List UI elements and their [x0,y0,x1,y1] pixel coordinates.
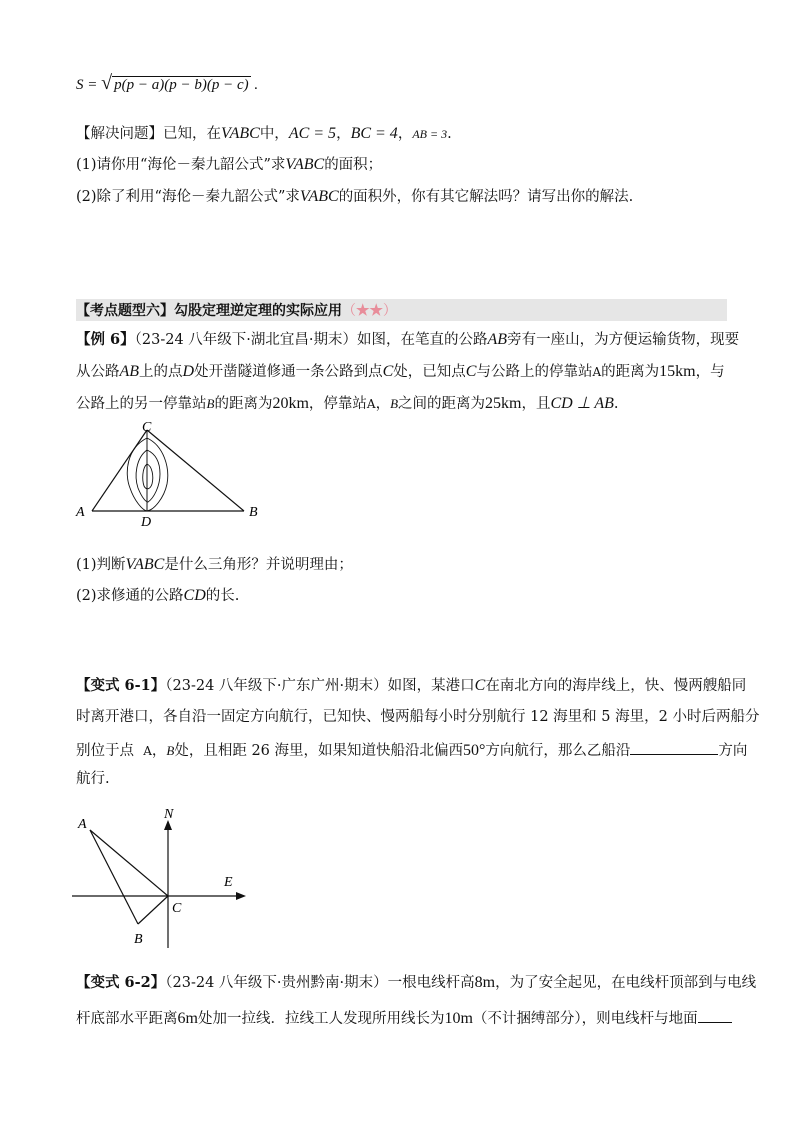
math: 8m [474,974,496,991]
math: AB [487,331,508,348]
section-title: 【考点题型六】勾股定理逆定理的实际应用 [76,303,342,319]
point-c-label: C [172,901,182,916]
formula-tail: . [254,77,259,93]
math: B [166,743,175,758]
math: B [390,396,399,411]
text: 别位于点 [76,743,134,759]
ex6-line-2 [76,362,725,382]
q2-suffix: 的面积外，你有其它解法吗？请写出你的解法. [338,189,634,205]
text: 处，已知点 [393,364,466,380]
ex6-line-3 [76,394,619,414]
math: A [592,365,602,379]
east-label: E [224,875,233,890]
segment-cb [147,430,244,511]
text: ， [375,396,391,412]
text: (1)判断 [76,557,126,573]
text: 在南北方向的海岸线上，快、慢两艘船同 [485,678,747,694]
text: (2)求修通的公路 [76,588,184,604]
text: 的距离为 [601,364,660,380]
formula-lhs: S = [76,77,98,93]
section-heading [76,299,727,321]
solve-text: 已知，在 [163,126,221,142]
answer-blank[interactable] [698,1006,732,1023]
text: . [613,396,619,412]
point-c-label: C [142,420,152,435]
math: CD [183,587,206,604]
v62-line-2 [76,1006,732,1029]
answer-blank[interactable] [630,738,718,755]
segment-ca [92,430,147,511]
paren-close: ） [382,303,397,319]
text: 的长. [205,588,240,604]
solve-heading: 【解决问题】 [76,126,163,142]
v62-line-1 [76,973,756,993]
math: 50° [463,742,486,759]
math: A [366,397,376,411]
segment-cb [138,896,168,924]
text: 公路上的另一停靠站 [76,396,207,412]
mountain-contour-inner [143,464,153,489]
v61-figure [70,807,250,952]
math: AB [119,363,140,380]
point-a-label: A [76,505,85,520]
q2-prefix: (2)除了利用“海伦－秦九韶公式”求 [76,189,300,205]
math: C [382,363,394,380]
triangle-label: VABC [221,125,260,142]
text: 上的点 [139,364,183,380]
math: B [206,396,215,411]
sep: ， [397,126,413,142]
text: 之间的距离为 [398,396,486,412]
text: ，与 [695,364,725,380]
text: ， [151,743,167,759]
text: 旁有一座山，为方便运输货物，现要 [507,332,740,348]
triangle-label: VABC [285,156,325,173]
text: 处，且相距 26 海里，如果知道快船沿北偏西 [174,743,464,759]
ex6-figure [72,418,272,530]
ab-value: AB = 3 [412,127,448,141]
v61-line-2 [76,707,759,727]
q1-prefix: (1)请你用“海伦－秦九韶公式”求 [76,157,286,173]
triangle-label: VABC [125,556,165,573]
text: 方向航行，那么乙船沿 [485,743,631,759]
point-a-label: A [78,817,87,832]
formula-radicand: p(p − a)(p − b)(p − c) [114,77,249,93]
sep: ， [336,126,351,142]
text: 处加一拉线．拉线工人发现所用线长为 [197,1011,445,1027]
text: ，停靠站 [308,396,367,412]
text: 从公路 [76,364,120,380]
triangle-label: VABC [299,188,339,205]
paren-open: （ [342,303,356,319]
math: A [143,744,152,758]
math: 6m [177,1010,198,1027]
point-b-label: B [134,932,143,947]
math: 15km [659,363,696,380]
difficulty-stars-icon: ★★ [356,301,383,319]
v61-line-3 [76,738,747,761]
question-2 [76,187,633,207]
v61-line-1 [76,676,746,696]
text: （23-24 八年级下·贵州黔南·期末）一根电线杆高 [165,975,475,991]
math: CD ⊥ AB [550,395,614,412]
v61-label: 【变式 6-1】 [76,677,166,694]
v62-label: 【变式 6-2】 [76,974,166,991]
solve-line [76,124,452,144]
segment-ca [90,830,168,896]
math: 10m [444,1010,473,1027]
question-1 [76,155,382,175]
text: 是什么三角形？并说明理由； [164,557,353,573]
text: 方向 [718,743,748,759]
text: 航行. [76,771,110,787]
text: 杆底部水平距离 [76,1011,178,1027]
end: . [447,126,452,142]
north-label: N [164,807,174,822]
math: C [465,363,477,380]
text: 处开凿隧道修通一条公路到点 [194,364,383,380]
text: 的距离为 [214,396,273,412]
solve-mid: 中， [259,126,289,142]
bc-value: BC = 4 [350,125,398,142]
sqrt-sign: √ [101,72,113,94]
point-b-label: B [249,505,258,520]
math: 25km [485,395,522,412]
text: 时离开港口，各自沿一固定方向航行，已知快、慢两船每小时分别航行 12 海里和 5 海里，2 小时后两船分 [76,709,760,725]
mountain-contour-mid [136,450,160,502]
text: （23-24 八年级下·广东广州·期末）如图，某港口 [165,678,475,694]
ac-value: AC = 5 [288,125,337,142]
text: ，为了安全起见，在电线杆顶部到与电线 [495,975,757,991]
text: （23-24 八年级下·湖北宜昌·期末）如图，在笔直的公路 [134,332,488,348]
ex6-part-2 [76,586,239,606]
point-d-label: D [141,515,152,530]
heron-formula [76,72,258,95]
ex6-part-1 [76,555,353,575]
q1-suffix: 的面积； [324,157,383,173]
math: C [474,677,486,694]
math: D [182,363,195,380]
text: （不计捆缚部分），则电线杆与地面 [472,1011,698,1027]
text: 与公路上的停靠站 [476,364,593,380]
math: 20km [272,395,309,412]
east-arrow-icon [236,892,246,900]
v61-line-4 [76,769,110,789]
text: ，且 [521,396,551,412]
segment-ab [90,830,138,924]
ex6-line-1 [76,330,739,350]
ex6-label: 【例 6】 [76,331,135,348]
